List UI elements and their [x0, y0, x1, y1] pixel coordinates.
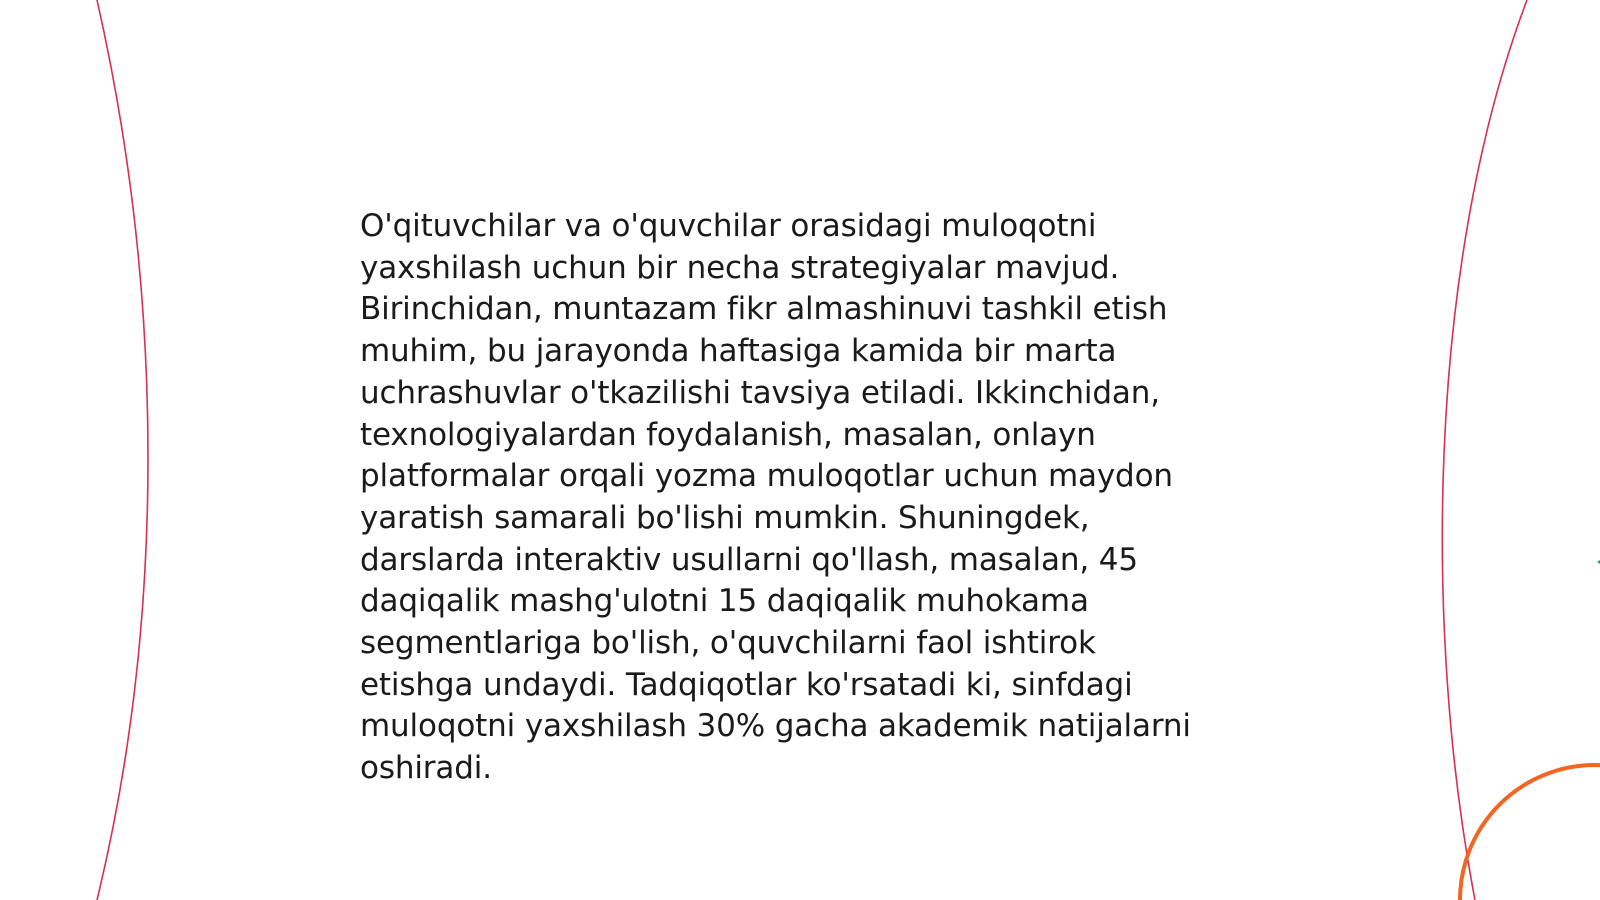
- orange-accent-arc: [1460, 765, 1600, 900]
- right-decorative-curve: [1442, 0, 1527, 900]
- body-paragraph: O'qituvchilar va o'quvchilar orasidagi muloqotni yaxshilash uchun bir necha strategiyalar mavjud. Birinchidan, muntazam fikr almashinuvi tashkil etish muhim, bu jarayonda haftasiga kamida bir marta uchrashuvlar o'tkazilishi tavsiya etiladi. Ikkinchidan, texnologiyalardan foydalanish, masalan, onlayn platformalar orqali yozma muloqotlar uchun maydon yaratish samarali bo'lishi mumkin. Shuningdek, darslarda interaktiv usullarni qo'llash, masalan, 45 daqiqalik mashg'ulotni 15 daqiqalik muhokama segmentlariga bo'lish, o'quvchilarni faol ishtirok etishga undaydi. Tadqiqotlar ko'rsatadi ki, sinfdagi muloqotni yaxshilash 30% gacha akademik natijalarni oshiradi.: [360, 208, 1191, 787]
- left-decorative-curve: [97, 0, 148, 900]
